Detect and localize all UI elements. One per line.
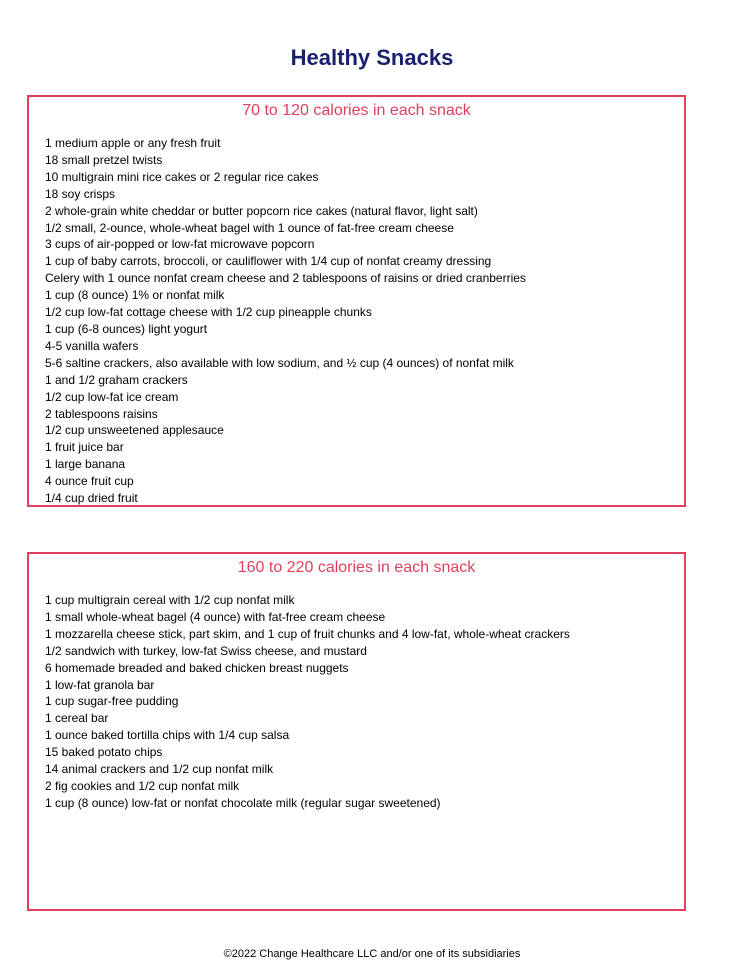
list-item: 18 small pretzel twists bbox=[45, 152, 163, 167]
list-item: 5-6 saltine crackers, also available with low sodium, and ½ cup (4 ounces) of nonfat milk bbox=[45, 355, 514, 370]
list-item: 4-5 vanilla wafers bbox=[45, 338, 139, 353]
list-item: 15 baked potato chips bbox=[45, 745, 163, 760]
list-item: 1 small whole-wheat bagel (4 ounce) with fat-free cream cheese bbox=[45, 609, 386, 624]
list-item: 1 cup (6-8 ounces) light yogurt bbox=[45, 321, 208, 336]
snack-list bbox=[29, 592, 684, 812]
list-item: 2 tablespoons raisins bbox=[45, 406, 158, 421]
list-item: 1 cup multigrain cereal with 1/2 cup nonfat milk bbox=[45, 593, 295, 607]
list-item: 3 cups of air-popped or low-fat microwave popcorn bbox=[45, 237, 315, 252]
list-item: 6 homemade breaded and baked chicken breast nuggets bbox=[45, 660, 349, 675]
snack-section-low-calorie bbox=[27, 95, 686, 507]
list-item: 4 ounce fruit cup bbox=[45, 474, 134, 489]
list-item: 2 fig cookies and 1/2 cup nonfat milk bbox=[45, 778, 240, 793]
list-item: 1/2 cup low-fat cottage cheese with 1/2 cup pineapple chunks bbox=[45, 305, 372, 320]
list-item: 1/4 cup dried fruit bbox=[45, 491, 138, 506]
snack-list bbox=[29, 135, 684, 507]
page-title: Healthy Snacks bbox=[290, 45, 454, 70]
list-item: 1 large banana bbox=[45, 457, 126, 472]
list-item: 1 mozzarella cheese stick, part skim, and 1 cup of fruit chunks and 4 low-fat, whole-wheat crackers bbox=[45, 626, 570, 641]
list-item: 1 cup (8 ounce) 1% or nonfat milk bbox=[45, 288, 225, 303]
copyright-footer: ©2022 Change Healthcare LLC and/or one of its subsidiaries bbox=[223, 948, 521, 960]
list-item: 1 ounce baked tortilla chips with 1/4 cup salsa bbox=[45, 728, 290, 743]
snack-section-high-calorie bbox=[27, 552, 686, 911]
list-item: 18 soy crisps bbox=[45, 186, 116, 201]
section-heading: 70 to 120 calories in each snack bbox=[242, 102, 471, 119]
list-item: 1/2 cup low-fat ice cream bbox=[45, 389, 179, 404]
list-item: 1 fruit juice bar bbox=[45, 440, 124, 455]
list-item: 1 cereal bar bbox=[45, 711, 109, 726]
list-item: 1/2 sandwich with turkey, low-fat Swiss cheese, and mustard bbox=[45, 643, 367, 658]
list-item: 1 low-fat granola bar bbox=[45, 677, 155, 692]
list-item: 1/2 cup unsweetened applesauce bbox=[45, 423, 224, 438]
list-item: 1 cup of baby carrots, broccoli, or cauliflower with 1/4 cup of nonfat creamy dressing bbox=[45, 254, 492, 269]
list-item: 1 and 1/2 graham crackers bbox=[45, 372, 188, 387]
list-item: 1 cup (8 ounce) low-fat or nonfat chocolate milk (regular sugar sweetened) bbox=[45, 795, 441, 810]
list-item: 1 cup sugar-free pudding bbox=[45, 694, 179, 709]
section-heading: 160 to 220 calories in each snack bbox=[237, 559, 476, 576]
list-item: 10 multigrain mini rice cakes or 2 regular rice cakes bbox=[45, 169, 319, 184]
list-item: 14 animal crackers and 1/2 cup nonfat milk bbox=[45, 762, 274, 777]
list-item: 1 medium apple or any fresh fruit bbox=[45, 136, 221, 150]
list-item: 2 whole-grain white cheddar or butter popcorn rice cakes (natural flavor, light salt) bbox=[45, 203, 478, 218]
list-item: 1/2 small, 2-ounce, whole-wheat bagel with 1 ounce of fat-free cream cheese bbox=[45, 220, 454, 235]
list-item: Celery with 1 ounce nonfat cream cheese and 2 tablespoons of raisins or dried cranberries bbox=[45, 271, 526, 286]
